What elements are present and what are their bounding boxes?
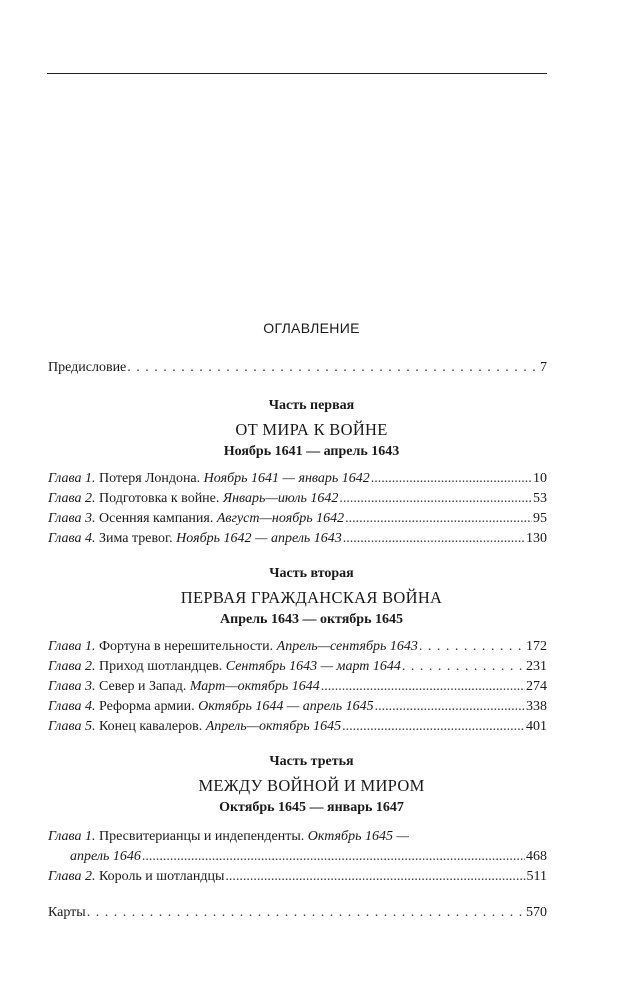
chapter-dates: Апрель—октябрь 1645	[205, 719, 342, 734]
chapter-dates: Ноябрь 1641 — январь 1642	[203, 471, 370, 486]
dot-leader	[127, 358, 539, 378]
part-title: МЕЖДУ ВОЙНОЙ И МИРОМ	[198, 776, 425, 795]
chapter-prefix: Глава 5.	[48, 719, 96, 734]
chapter-dates: Март—октябрь 1644	[189, 679, 320, 694]
toc-entry-chapter[interactable]	[48, 469, 547, 489]
toc-entry-maps[interactable]	[48, 903, 547, 923]
dot-leader	[402, 657, 525, 677]
part-title: ОТ МИРА К ВОЙНЕ	[235, 420, 388, 439]
chapter-prefix: Глава 1.	[48, 639, 96, 654]
page-number: 53	[533, 491, 547, 506]
chapter-title: Приход шотландцев.	[98, 659, 223, 674]
dot-leader	[342, 717, 525, 737]
dot-leader	[375, 697, 525, 717]
toc-entry-chapter[interactable]	[48, 509, 547, 529]
chapter-title: Север и Запад.	[98, 679, 187, 694]
top-rule	[47, 73, 547, 74]
part-label: Часть третья	[269, 754, 354, 769]
chapter-dates: Апрель—сентябрь 1643	[276, 639, 418, 654]
page-number: 468	[526, 849, 547, 864]
chapter-prefix: Глава 3.	[48, 511, 96, 526]
part-dates: Апрель 1643 — октябрь 1645	[220, 612, 403, 627]
page-number: 231	[526, 659, 547, 674]
part-label: Часть первая	[268, 398, 355, 413]
page-number: 274	[526, 679, 547, 694]
chapter-dates: Январь—июль 1642	[222, 491, 339, 506]
chapter-title: Король и шотландцы	[98, 869, 225, 884]
page-number: 172	[526, 639, 547, 654]
chapter-prefix: Глава 2.	[48, 869, 96, 884]
chapter-prefix: Глава 1.	[48, 471, 96, 486]
page-number: 401	[526, 719, 547, 734]
part-label: Часть вторая	[269, 566, 354, 581]
page-number: 338	[526, 699, 547, 714]
chapter-prefix: Глава 4.	[48, 531, 96, 546]
dot-leader	[345, 509, 532, 529]
chapter-prefix: Глава 2.	[48, 659, 96, 674]
toc-entry-chapter[interactable]	[48, 489, 547, 509]
page-number: 130	[526, 531, 547, 546]
chapter-dates-continued: апрель 1646	[70, 849, 141, 864]
chapter-prefix: Глава 4.	[48, 699, 96, 714]
toc-entry-chapter[interactable]	[48, 717, 547, 737]
chapter-prefix: Глава 2.	[48, 491, 96, 506]
chapter-title: Пресвитерианцы и индепенденты.	[98, 829, 305, 844]
chapter-title: Осенняя кампания.	[98, 511, 214, 526]
part-dates: Ноябрь 1641 — апрель 1643	[223, 444, 400, 459]
chapter-title: Конец кавалеров.	[98, 719, 203, 734]
toc-entry-chapter[interactable]	[48, 697, 547, 717]
entry-title: Карты	[48, 905, 86, 920]
chapter-dates: Август—ноябрь 1642	[216, 511, 345, 526]
dot-leader	[225, 867, 525, 887]
dot-leader	[87, 903, 525, 923]
toc-entry-chapter[interactable]	[48, 529, 547, 549]
dot-leader	[321, 677, 525, 697]
toc-entry-preface[interactable]	[48, 358, 547, 378]
chapter-title: Фортуна в нерешительности.	[98, 639, 274, 654]
entry-title: Предисловие	[48, 360, 127, 375]
dot-leader	[343, 529, 525, 549]
dot-leader	[339, 489, 532, 509]
dot-leader	[419, 637, 525, 657]
chapter-title: Реформа армии.	[98, 699, 195, 714]
chapter-title: Зима тревог.	[98, 531, 173, 546]
toc-entry-chapter-first-line[interactable]	[48, 827, 547, 847]
part-title: ПЕРВАЯ ГРАЖДАНСКАЯ ВОЙНА	[180, 588, 443, 607]
page-number: 511	[526, 869, 547, 884]
toc-entry-chapter[interactable]	[48, 867, 547, 887]
page-number: 95	[533, 511, 547, 526]
chapter-title: Потеря Лондона.	[98, 471, 201, 486]
chapter-prefix: Глава 3.	[48, 679, 96, 694]
toc-entry-chapter-continuation[interactable]	[70, 847, 547, 867]
toc-entry-chapter[interactable]	[48, 637, 547, 657]
chapter-dates: Ноябрь 1642 — апрель 1643	[176, 531, 342, 546]
page-number: 570	[526, 905, 547, 920]
chapter-prefix: Глава 1.	[48, 829, 96, 844]
chapter-title: Подготовка к войне.	[98, 491, 220, 506]
chapter-dates: Сентябрь 1643 — март 1644	[225, 659, 401, 674]
chapter-dates: Октябрь 1644 — апрель 1645	[198, 699, 374, 714]
chapter-dates: Октябрь 1645 —	[307, 829, 409, 844]
toc-entry-chapter[interactable]	[48, 657, 547, 677]
dot-leader	[142, 847, 525, 867]
part-dates: Октябрь 1645 — январь 1647	[219, 800, 404, 815]
page-number: 10	[533, 471, 547, 486]
toc-entry-chapter[interactable]	[48, 677, 547, 697]
page-number: 7	[540, 360, 547, 375]
toc-heading: ОГЛАВЛЕНИЕ	[263, 320, 360, 336]
dot-leader	[371, 469, 532, 489]
